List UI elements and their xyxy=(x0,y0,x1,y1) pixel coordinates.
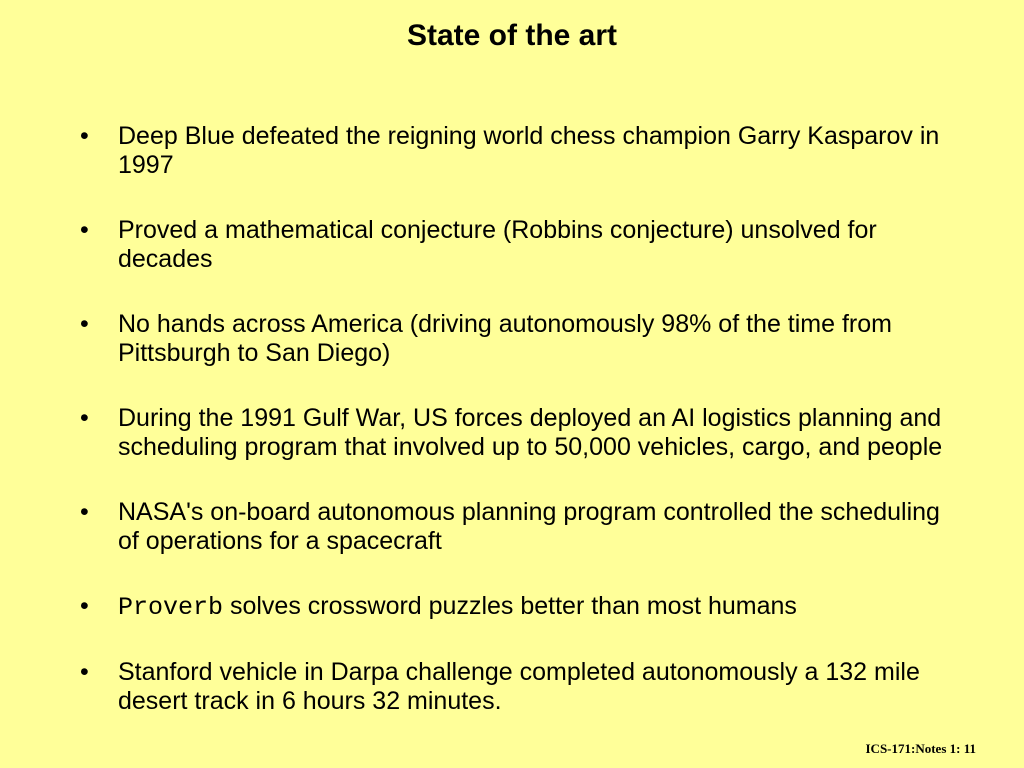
bullet-icon: • xyxy=(80,310,89,338)
bullet-icon: • xyxy=(80,216,89,244)
bullet-robbins-conjecture xyxy=(78,216,958,274)
bullet-icon: • xyxy=(80,658,89,686)
bullet-no-hands-across-america xyxy=(78,310,958,368)
bullet-proverb xyxy=(78,592,958,622)
bullet-stanford-darpa xyxy=(78,658,958,716)
bullet-text: Deep Blue defeated the reigning world chess champion Garry Kasparov in 1997 xyxy=(118,122,940,179)
slide-title: State of the art xyxy=(406,19,618,52)
bullet-icon: • xyxy=(80,404,89,432)
bullet-text: During the 1991 Gulf War, US forces deployed an AI logistics planning and scheduling program that involved up to 50,000 vehicles, cargo, and people xyxy=(118,404,943,461)
bullet-text: Proved a mathematical conjecture (Robbins conjecture) unsolved for decades xyxy=(118,216,877,273)
slide-footer: ICS-171:Notes 1: 11 xyxy=(865,741,976,756)
bullet-text: No hands across America (driving autonomously 98% of the time from Pittsburgh to San Diego) xyxy=(118,310,892,367)
bullet-icon: • xyxy=(80,122,89,150)
proverb-code-text: Proverb xyxy=(118,593,224,622)
bullet-text: solves crossword puzzles better than most humans xyxy=(223,592,797,620)
bullet-gulf-war-logistics xyxy=(78,404,958,462)
bullet-text: Stanford vehicle in Darpa challenge completed autonomously a 132 mile desert track in 6 hours 32 minutes. xyxy=(118,658,920,715)
bullet-nasa-planning xyxy=(78,498,958,556)
bullet-deep-blue xyxy=(78,122,958,180)
bullet-icon: • xyxy=(80,592,89,620)
bullet-text: NASA's on-board autonomous planning program controlled the scheduling of operations for a spacecraft xyxy=(118,498,940,555)
bullet-icon: • xyxy=(80,498,89,526)
bullet-list xyxy=(78,122,958,716)
